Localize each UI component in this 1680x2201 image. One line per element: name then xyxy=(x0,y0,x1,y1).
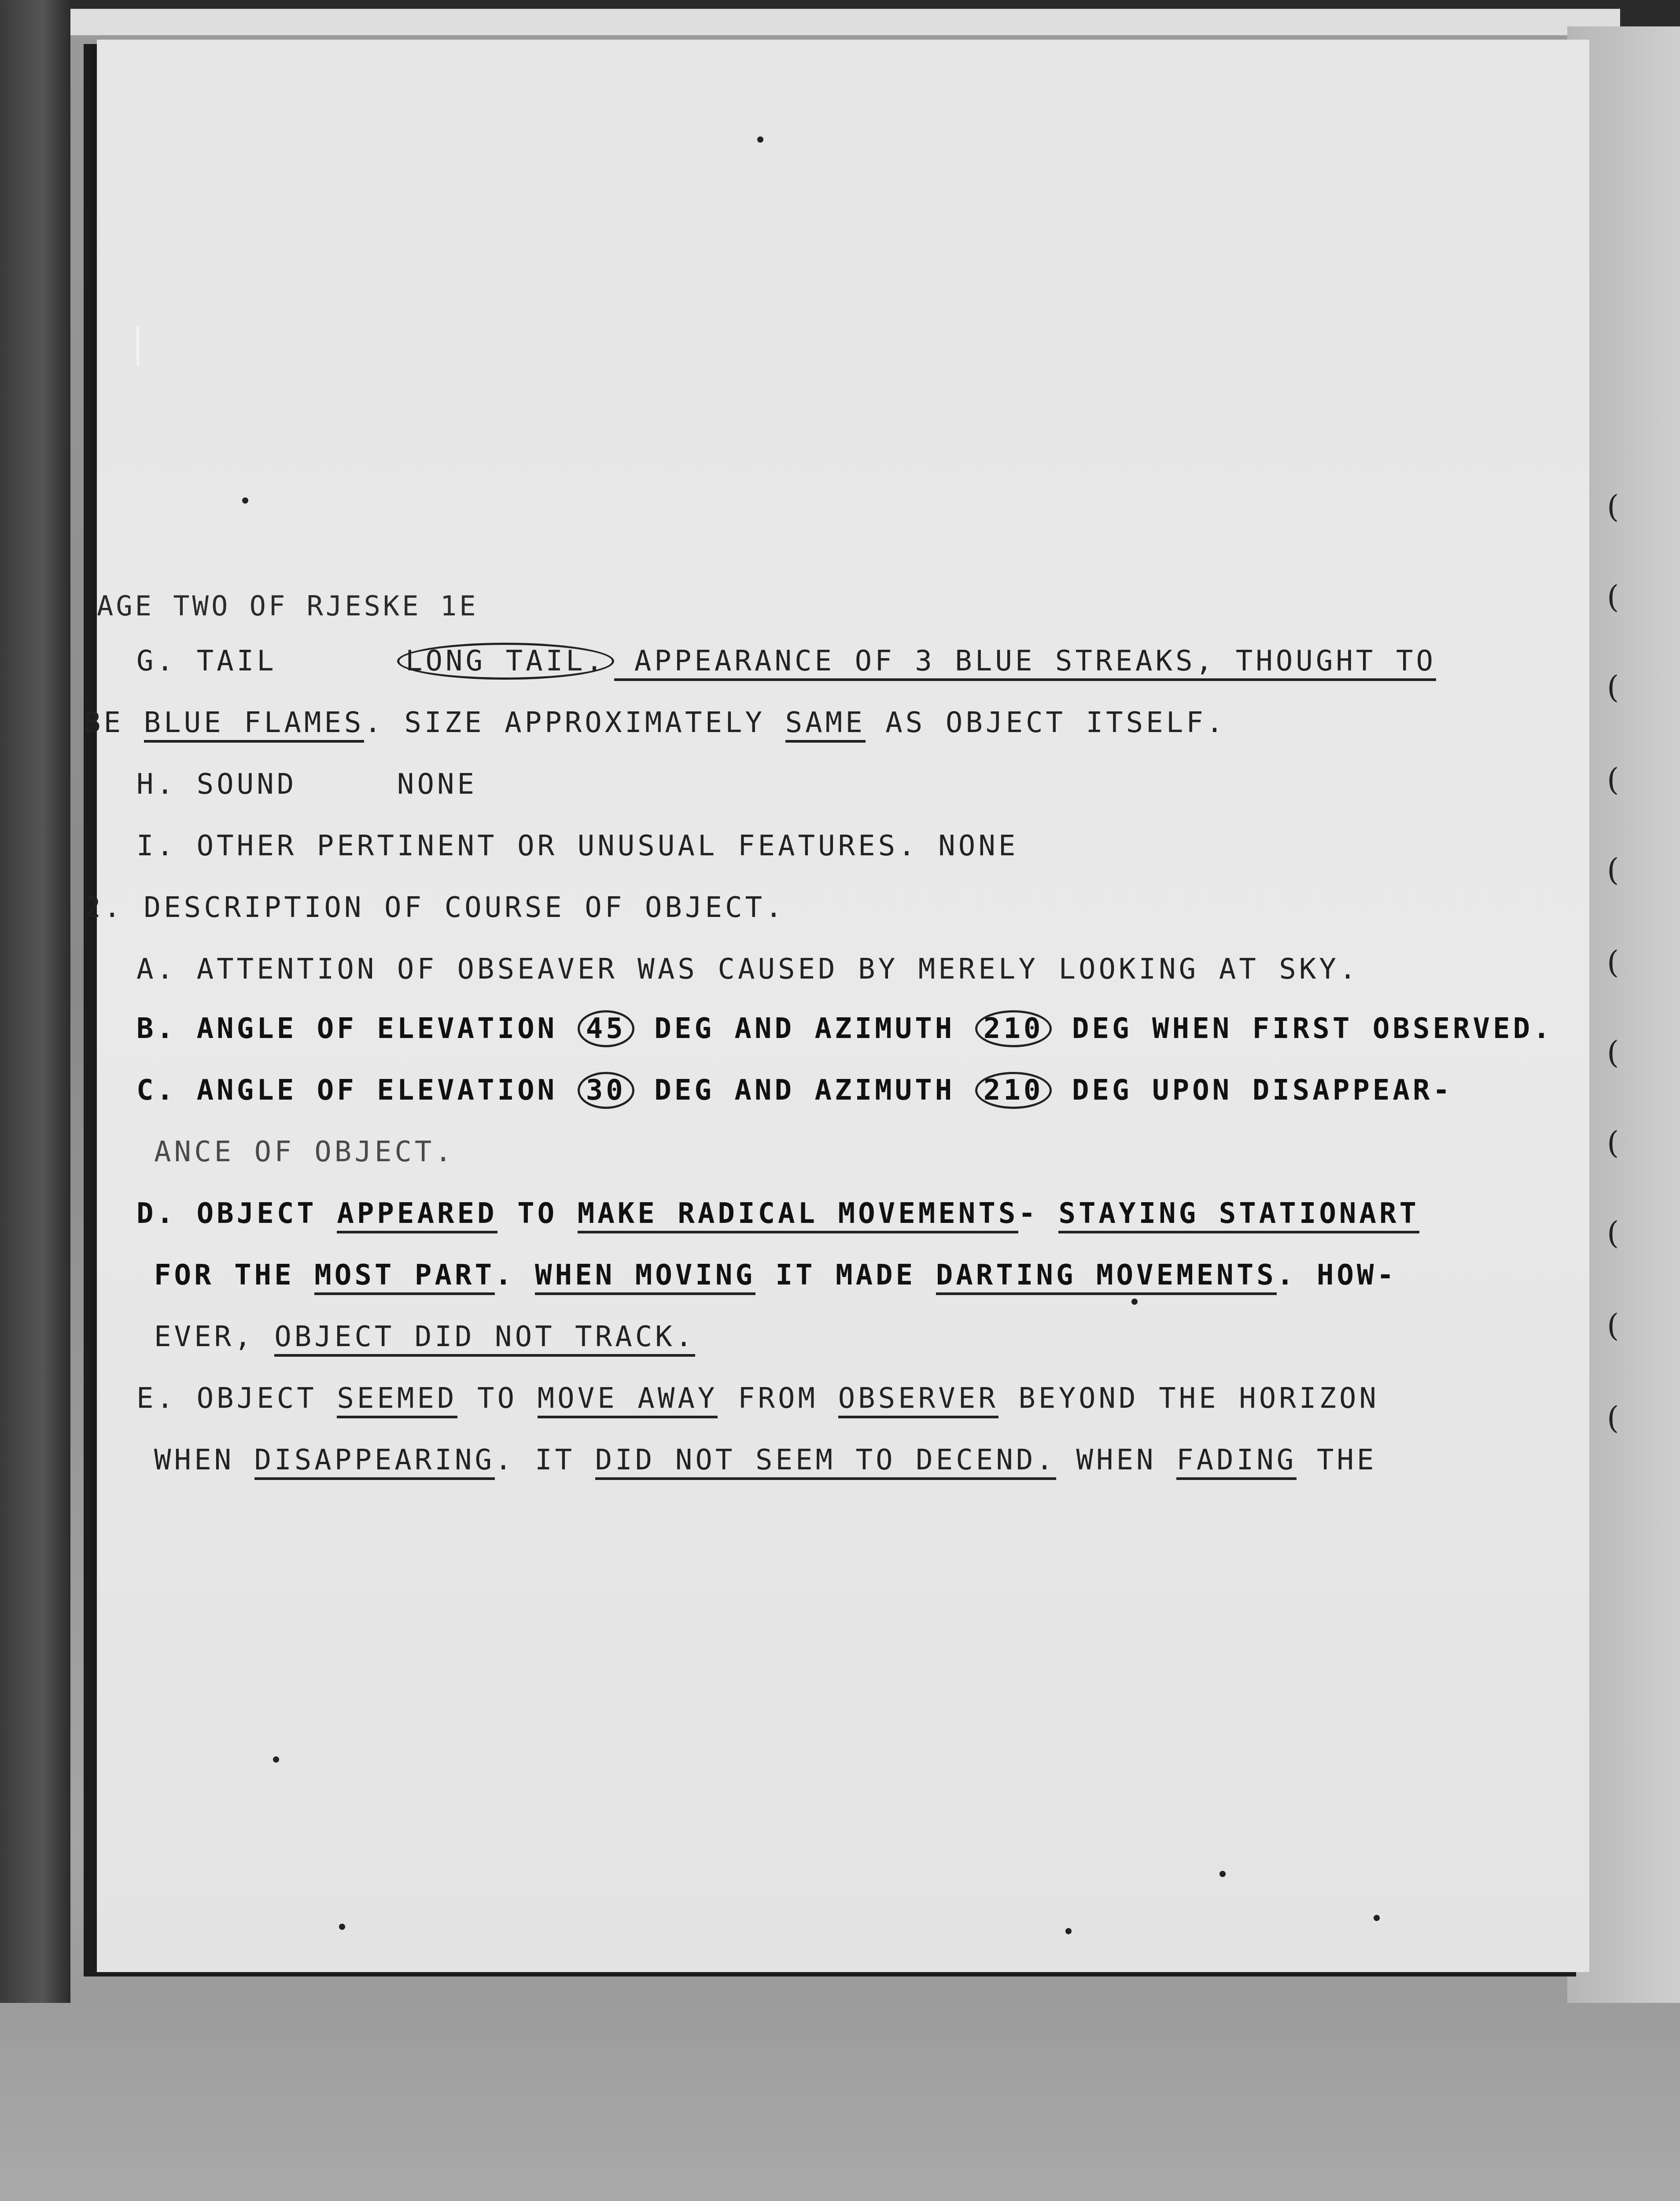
text-fragment: DEG UPON DISAPPEAR- xyxy=(1052,1074,1453,1107)
underlined-blue-flames: BLUE FLAMES xyxy=(144,707,365,743)
speck xyxy=(1131,1299,1138,1305)
page-header: AGE TWO OF RJESKE 1E xyxy=(97,590,479,622)
margin-mark: ( xyxy=(1607,762,1619,798)
margin-mark: ( xyxy=(1607,944,1619,980)
underlined-make-radical-movements: MAKE RADICAL MOVEMENTS xyxy=(578,1197,1019,1233)
underlined-most-part: MOST PART xyxy=(314,1259,495,1295)
margin-mark: ( xyxy=(1607,1400,1619,1436)
text-fragment: WHEN xyxy=(154,1444,254,1476)
text-fragment: . SIZE APPROXIMATELY xyxy=(364,707,785,739)
item-g-line xyxy=(136,645,1436,677)
item-i-line: I. OTHER PERTINENT OR UNUSUAL FEATURES. NONE xyxy=(136,830,1019,862)
circled-azimuth-210: 210 xyxy=(975,1010,1052,1047)
item-e-line xyxy=(136,1382,1379,1415)
speck xyxy=(242,497,248,504)
item-a-line: A. ATTENTION OF OBSEAVER WAS CAUSED BY MERELY LOOKING AT SKY. xyxy=(136,953,1359,986)
underlined-disappearing: DISAPPEARING xyxy=(254,1444,495,1480)
text-fragment: D. OBJECT xyxy=(136,1197,337,1230)
margin-mark: ( xyxy=(1607,669,1619,705)
circled-azimuth-210-second: 210 xyxy=(975,1072,1052,1109)
text-fragment: . xyxy=(495,1259,535,1292)
margin-mark: ( xyxy=(1607,1215,1619,1251)
text-fragment: AS OBJECT ITSELF. xyxy=(865,707,1227,739)
text-fragment: IT MADE xyxy=(755,1259,936,1292)
text-fragment: TO xyxy=(497,1197,578,1230)
speck xyxy=(1374,1915,1380,1921)
margin-mark: ( xyxy=(1607,579,1619,615)
underlined-when-moving: WHEN MOVING xyxy=(535,1259,755,1295)
frame-left-edge xyxy=(0,0,70,2003)
section-2-heading: 2. DESCRIPTION OF COURSE OF OBJECT. xyxy=(84,891,785,924)
item-c-continuation: ANCE OF OBJECT. xyxy=(154,1136,455,1168)
underlined-move-away: MOVE AWAY xyxy=(538,1382,718,1418)
text-fragment: E. OBJECT xyxy=(136,1382,337,1415)
item-g-label: G. TAIL xyxy=(136,645,277,677)
item-g-text: APPEARANCE OF 3 BLUE STREAKS, THOUGHT TO xyxy=(614,645,1436,681)
text-fragment: BE xyxy=(84,707,144,739)
text-fragment: . HOW- xyxy=(1276,1259,1397,1292)
underlined-appeared: APPEARED xyxy=(337,1197,497,1233)
speck xyxy=(273,1756,279,1763)
text-fragment: . IT xyxy=(495,1444,595,1476)
item-d-line xyxy=(136,1197,1419,1230)
text-fragment: FROM xyxy=(718,1382,838,1415)
text-fragment: WHEN xyxy=(1056,1444,1177,1476)
frame-top-strip xyxy=(53,9,1620,35)
film-mark xyxy=(136,326,139,365)
text-fragment: C. ANGLE OF ELEVATION xyxy=(136,1074,578,1107)
circled-elevation-45: 45 xyxy=(578,1010,634,1047)
margin-mark: ( xyxy=(1607,1125,1619,1161)
item-d-continuation xyxy=(154,1259,1397,1292)
speck xyxy=(1219,1871,1226,1877)
underlined-observer: OBSERVER xyxy=(838,1382,998,1418)
text-fragment: BEYOND THE HORIZON xyxy=(998,1382,1379,1415)
item-h-value: NONE xyxy=(397,768,478,801)
speck xyxy=(757,136,763,143)
margin-mark: ( xyxy=(1607,852,1619,888)
document-page xyxy=(84,40,1619,1972)
underlined-fading: FADING xyxy=(1176,1444,1297,1480)
underlined-darting-movements: DARTING MOVEMENTS xyxy=(936,1259,1277,1295)
underlined-did-not-seem-to-decend: DID NOT SEEM TO DECEND. xyxy=(595,1444,1056,1480)
circled-long-tail: LONG TAIL. xyxy=(397,643,614,680)
underlined-seemed: SEEMED xyxy=(337,1382,457,1418)
text-fragment: TO xyxy=(457,1382,538,1415)
item-h-line xyxy=(136,768,477,801)
item-g-continuation xyxy=(84,707,1226,739)
text-fragment: B. ANGLE OF ELEVATION xyxy=(136,1012,578,1045)
circled-elevation-30: 30 xyxy=(578,1072,634,1109)
film-lower-area xyxy=(0,2003,1680,2201)
text-fragment: DEG AND AZIMUTH xyxy=(634,1012,975,1045)
item-d-continuation-2 xyxy=(154,1321,695,1353)
underlined-staying-stationart: STAYING STATIONART xyxy=(1058,1197,1419,1233)
underlined-object-did-not-track: OBJECT DID NOT TRACK. xyxy=(274,1321,695,1357)
text-fragment: FOR THE xyxy=(154,1259,315,1292)
item-h-label: H. SOUND xyxy=(136,768,297,801)
margin-mark: ( xyxy=(1607,1307,1619,1343)
speck xyxy=(339,1924,345,1930)
item-e-continuation xyxy=(154,1444,1377,1476)
underlined-same: SAME xyxy=(785,707,866,743)
margin-mark: ( xyxy=(1607,1034,1619,1071)
text-fragment: DEG WHEN FIRST OBSERVED. xyxy=(1052,1012,1553,1045)
text-fragment: - xyxy=(1018,1197,1059,1230)
item-c-line xyxy=(136,1074,1453,1107)
text-fragment: EVER, xyxy=(154,1321,275,1353)
text-fragment: DEG AND AZIMUTH xyxy=(634,1074,975,1107)
item-b-line xyxy=(136,1012,1553,1045)
text-fragment: THE xyxy=(1297,1444,1377,1476)
speck xyxy=(1065,1928,1072,1934)
margin-mark: ( xyxy=(1607,489,1619,525)
